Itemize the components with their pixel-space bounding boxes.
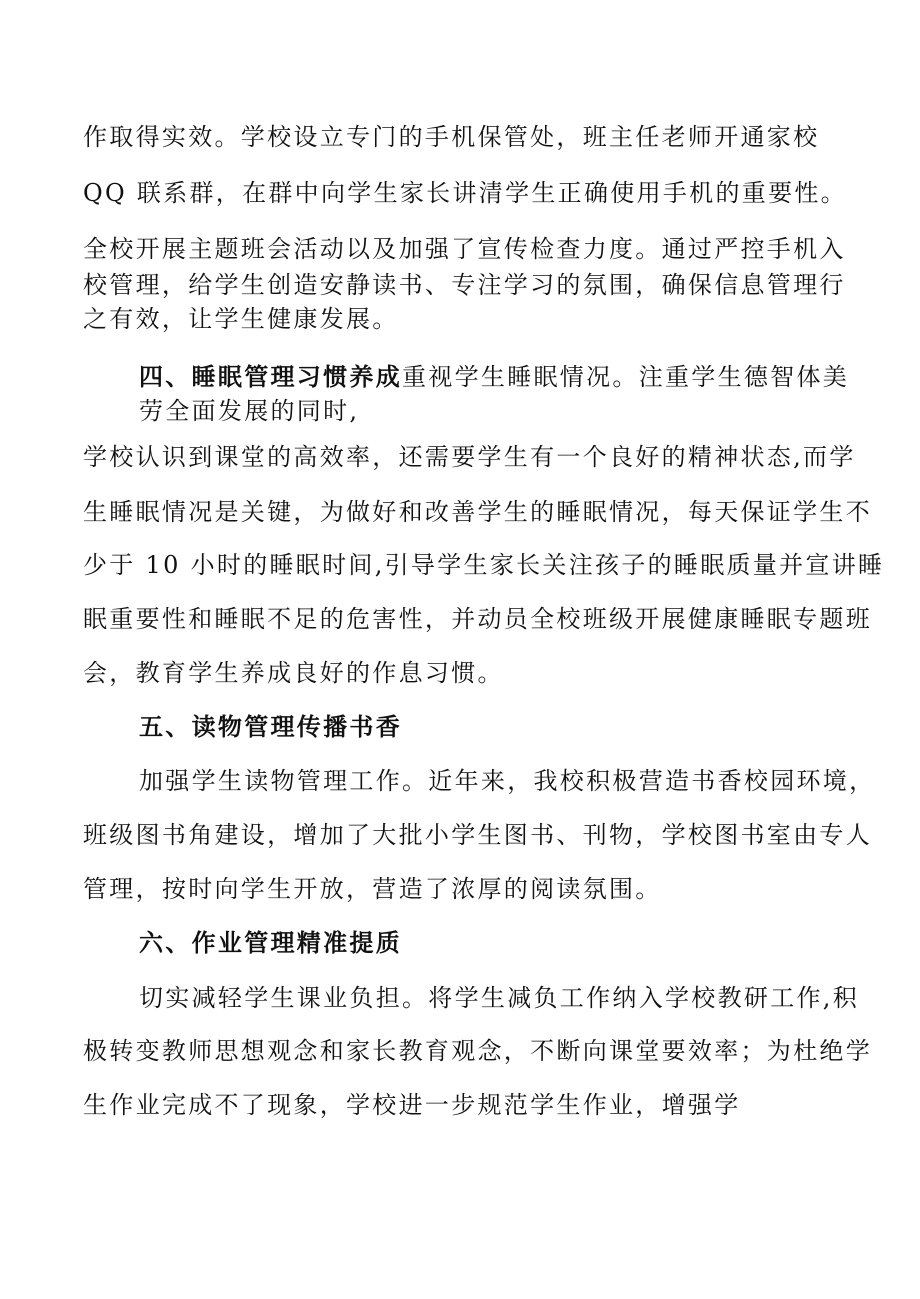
text-line: 会，教育学生养成良好的作息习惯。 [83, 659, 504, 687]
text-line: 少于 10 小时的睡眠时间,引导学生家长关注孩子的睡眠质量并宣讲睡 [83, 551, 885, 579]
text-line: 加强学生读物管理工作。近年来，我校积极营造书香校园环境， [139, 767, 876, 795]
text-line: 班级图书角建设，增加了大批小学生图书、刊物，学校图书室由专人 [83, 821, 872, 849]
text-line: 学校认识到课堂的高效率，还需要学生有一个良好的精神状态,而学 [83, 443, 856, 471]
section-4-intro: 重视学生睡眠情况。注重学生德智体美 [402, 363, 850, 391]
text-line: 生睡眠情况是关键，为做好和改善学生的睡眠情况，每天保证学生不 [83, 498, 872, 526]
text-line: 作取得实效。学校设立专门的手机保管处，班主任老师开通家校 [83, 123, 820, 151]
section-4-title: 四、睡眠管理习惯养成 [139, 362, 402, 391]
section-5-title: 五、读物管理传播书香 [139, 712, 402, 741]
text-line: 生作业完成不了现象，学校进一步规范学生作业，增强学 [83, 1091, 741, 1119]
text-line: 切实减轻学生课业负担。将学生减负工作纳入学校教研工作,积 [139, 984, 860, 1012]
text-line: 劳全面发展的同时, [139, 397, 360, 425]
text-line: 全校开展主题班会活动以及加强了宣传检查力度。通过严控手机入 [83, 235, 846, 263]
section-6-title: 六、作业管理精准提质 [139, 928, 402, 957]
text-line: 之有效，让学生健康发展。 [83, 305, 399, 333]
section-4-heading-line [139, 362, 849, 392]
text-line: 眠重要性和睡眠不足的危害性，并动员全校班级开展健康睡眠专题班 [83, 605, 872, 633]
text-line: QQ 联系群，在群中向学生家长讲清学生正确使用手机的重要性。 [83, 179, 847, 207]
text-line: 校管理，给学生创造安静读书、专注学习的氛围，确保信息管理行 [83, 271, 846, 299]
text-line: 管理，按时向学生开放，营造了浓厚的阅读氛围。 [83, 875, 662, 903]
text-line: 极转变教师思想观念和家长教育观念，不断向课堂要效率；为杜绝学 [83, 1037, 872, 1065]
